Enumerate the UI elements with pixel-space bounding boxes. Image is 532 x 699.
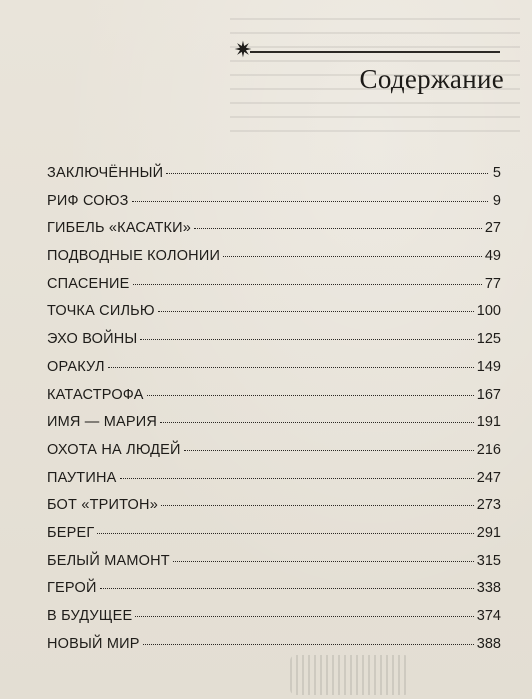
dot-leader bbox=[160, 422, 474, 423]
star-ornament-icon: ✷ bbox=[233, 38, 253, 63]
toc-entry-page: 374 bbox=[476, 608, 501, 624]
dot-leader bbox=[184, 450, 474, 451]
toc-entry-title: ИМЯ — МАРИЯ bbox=[47, 414, 158, 431]
toc-entry-page: 273 bbox=[476, 497, 501, 514]
toc-entry-page: 338 bbox=[476, 580, 501, 597]
toc-entry-title: ГИБЕЛЬ «КАСАТКИ» bbox=[47, 220, 192, 237]
toc-entry-title: В БУДУЩЕЕ bbox=[47, 608, 133, 624]
toc-entry bbox=[47, 548, 501, 576]
heading-rule bbox=[250, 51, 500, 53]
toc-entry-title: ГЕРОЙ bbox=[47, 580, 97, 597]
toc-entry bbox=[47, 409, 501, 437]
toc-entry-title: КАТАСТРОФА bbox=[47, 386, 144, 403]
toc-entry-title: ЭХО ВОЙНЫ bbox=[47, 331, 138, 348]
toc-entry bbox=[47, 354, 501, 382]
toc-entry bbox=[47, 271, 501, 299]
toc-entry-title: РИФ СОЮЗ bbox=[47, 192, 129, 209]
toc-entry bbox=[47, 465, 501, 493]
toc-entry bbox=[47, 243, 501, 271]
toc-entry-title: БЕЛЫЙ МАМОНТ bbox=[47, 552, 170, 569]
toc-entry bbox=[47, 492, 501, 520]
dot-leader bbox=[194, 228, 482, 229]
table-of-contents bbox=[47, 160, 501, 658]
dot-leader bbox=[133, 284, 482, 285]
toc-entry bbox=[47, 326, 501, 354]
dot-leader bbox=[223, 256, 482, 257]
dot-leader bbox=[108, 367, 474, 368]
dot-leader bbox=[166, 173, 488, 174]
dot-leader bbox=[173, 561, 474, 562]
toc-entry-page: 125 bbox=[476, 331, 501, 348]
toc-entry-title: ЗАКЛЮЧЁННЫЙ bbox=[47, 165, 164, 181]
toc-entry-page: 191 bbox=[476, 414, 501, 431]
toc-entry-page: 149 bbox=[476, 358, 501, 375]
toc-entry bbox=[47, 215, 501, 243]
toc-entry-title: ПОДВОДНЫЕ КОЛОНИИ bbox=[47, 248, 221, 265]
dot-leader bbox=[120, 478, 474, 479]
toc-entry-title: ОРАКУЛ bbox=[47, 358, 105, 375]
toc-entry bbox=[47, 575, 501, 603]
dot-leader bbox=[143, 644, 474, 645]
dot-leader bbox=[147, 395, 474, 396]
toc-entry-page: 5 bbox=[492, 165, 501, 181]
toc-entry-title: БЕРЕГ bbox=[47, 524, 95, 541]
dot-leader bbox=[132, 201, 488, 202]
toc-entry bbox=[47, 188, 501, 216]
toc-entry-page: 100 bbox=[476, 303, 501, 320]
toc-entry-title: НОВЫЙ МИР bbox=[47, 635, 140, 652]
toc-entry-page: 77 bbox=[484, 275, 501, 292]
toc-entry-page: 27 bbox=[484, 220, 501, 237]
toc-entry-title: ТОЧКА СИЛЬЮ bbox=[47, 303, 155, 320]
show-through-stamp bbox=[290, 655, 410, 695]
page-title: Содержание bbox=[359, 64, 504, 94]
toc-entry bbox=[47, 437, 501, 465]
dot-leader bbox=[140, 339, 473, 340]
toc-entry-page: 315 bbox=[476, 552, 501, 569]
toc-entry-page: 388 bbox=[476, 635, 501, 652]
toc-entry-page: 167 bbox=[476, 386, 501, 403]
toc-entry-page: 9 bbox=[492, 192, 501, 209]
dot-leader bbox=[100, 588, 474, 589]
dot-leader bbox=[158, 311, 474, 312]
toc-entry bbox=[47, 382, 501, 410]
dot-leader bbox=[135, 616, 473, 617]
toc-entry bbox=[47, 631, 501, 659]
dot-leader bbox=[97, 533, 473, 534]
toc-entry-page: 247 bbox=[476, 469, 501, 486]
toc-entry-title: ПАУТИНА bbox=[47, 469, 117, 486]
dot-leader bbox=[161, 505, 474, 506]
toc-entry bbox=[47, 160, 501, 188]
toc-entry-page: 216 bbox=[476, 441, 501, 458]
toc-entry bbox=[47, 520, 501, 548]
toc-entry bbox=[47, 298, 501, 326]
toc-entry-page: 291 bbox=[476, 524, 501, 541]
toc-entry-page: 49 bbox=[484, 248, 501, 265]
toc-entry-title: СПАСЕНИЕ bbox=[47, 275, 130, 292]
toc-entry-title: БОТ «ТРИТОН» bbox=[47, 497, 158, 514]
toc-entry bbox=[47, 603, 501, 631]
toc-entry-title: ОХОТА НА ЛЮДЕЙ bbox=[47, 441, 181, 458]
